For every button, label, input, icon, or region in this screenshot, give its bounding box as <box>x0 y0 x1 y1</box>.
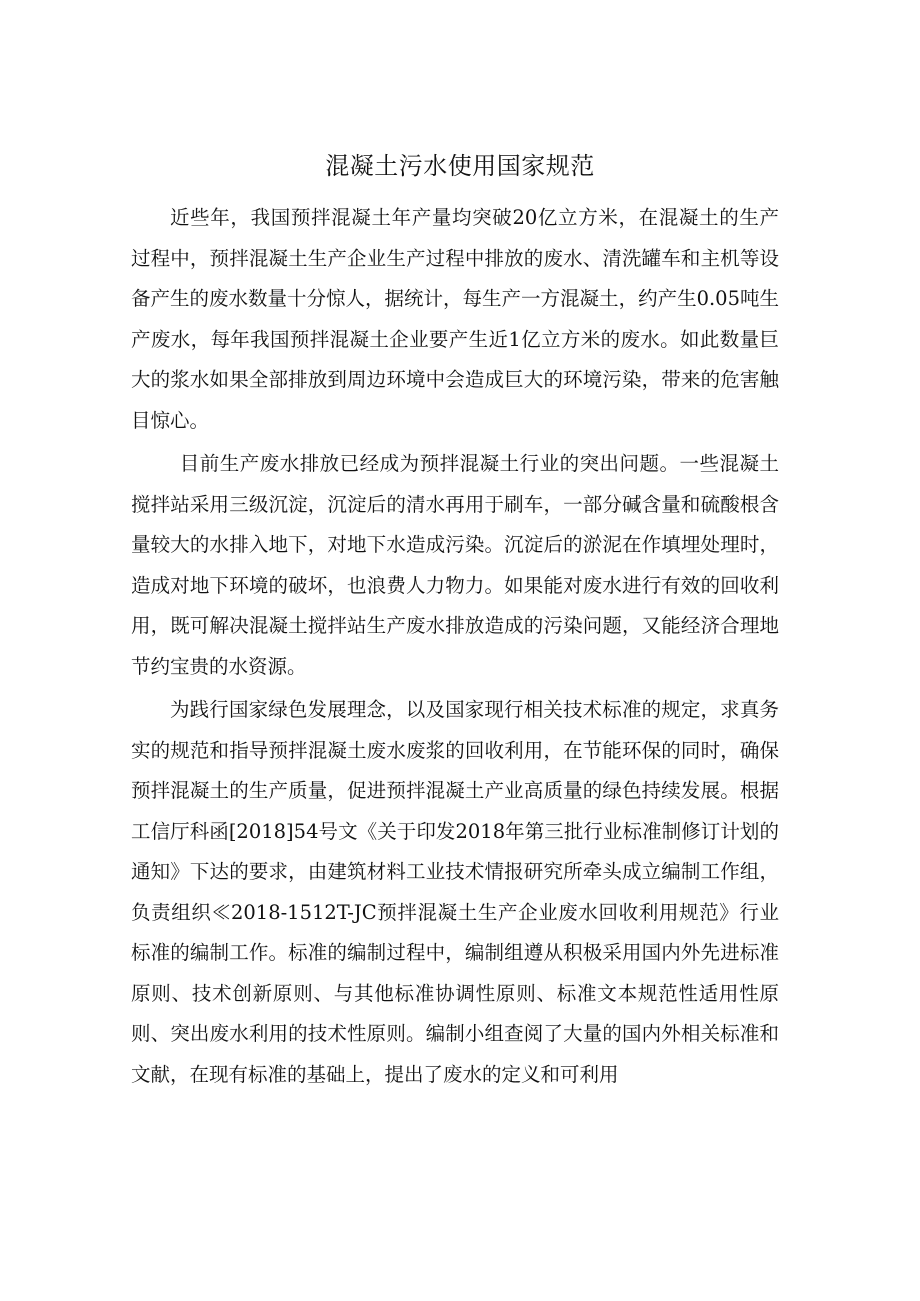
paragraph-intro: 近些年，我国预拌混凝土年产量均突破20亿立方米，在混凝土的生产过程中，预拌混凝土生产企业生产过程中排放的废水、清洗罐车和主机等设备产生的废水数量十分惊人，据统计，每生产一方混凝土，约产生0.05吨生产废水，每年我国预拌混凝土企业要产生近1亿立方米的废水。如此数量巨大的浆水如果全部排放到周边环境中会造成巨大的环境污染，带来的危害触目惊心。 <box>131 206 779 432</box>
paragraph-standard: 为践行国家绿色发展理念，以及国家现行相关技术标准的规定，求真务实的规范和指导预拌混凝土废水废浆的回收利用，在节能环保的同时，确保预拌混凝土的生产质量，促进预拌混凝土产业高质量的绿色持续发展。根据工信厅科函[2018]54号文《关于印发2018年第三批行业标准制修订计划的通知》下达的要求，由建筑材料工业技术情报研究所牵头成立编制工作组，负责组织≪2018-1512T-JC预拌混凝土生产企业废水回收利用规范》行业标准的编制工作。标准的编制过程中，编制组遵从积极采用国内外先进标准原则、技术创新原则、与其他标准协调性原则、标准文本规范性适用性原则、突出废水利用的技术性原则。编制小组查阅了大量的国内外相关标准和文献，在现有标准的基础上，提出了废水的定义和可利用 <box>131 698 779 1086</box>
document-title: 混凝土污水使用国家规范 <box>325 152 595 180</box>
paragraph-problem: 目前生产废水排放已经成为预拌混凝土行业的突出问题。一些混凝土搅拌站采用三级沉淀，沉淀后的清水再用于刷车，一部分碱含量和硫酸根含量较大的水排入地下，对地下水造成污染。沉淀后的淤泥在作填埋处理时，造成对地下环境的破坏，也浪费人力物力。如果能对废水进行有效的回收利用，既可解决混凝土搅拌站生产废水排放造成的污染问题，又能经济合理地节约宝贵的水资源。 <box>131 452 779 678</box>
document-body <box>131 198 779 1095</box>
